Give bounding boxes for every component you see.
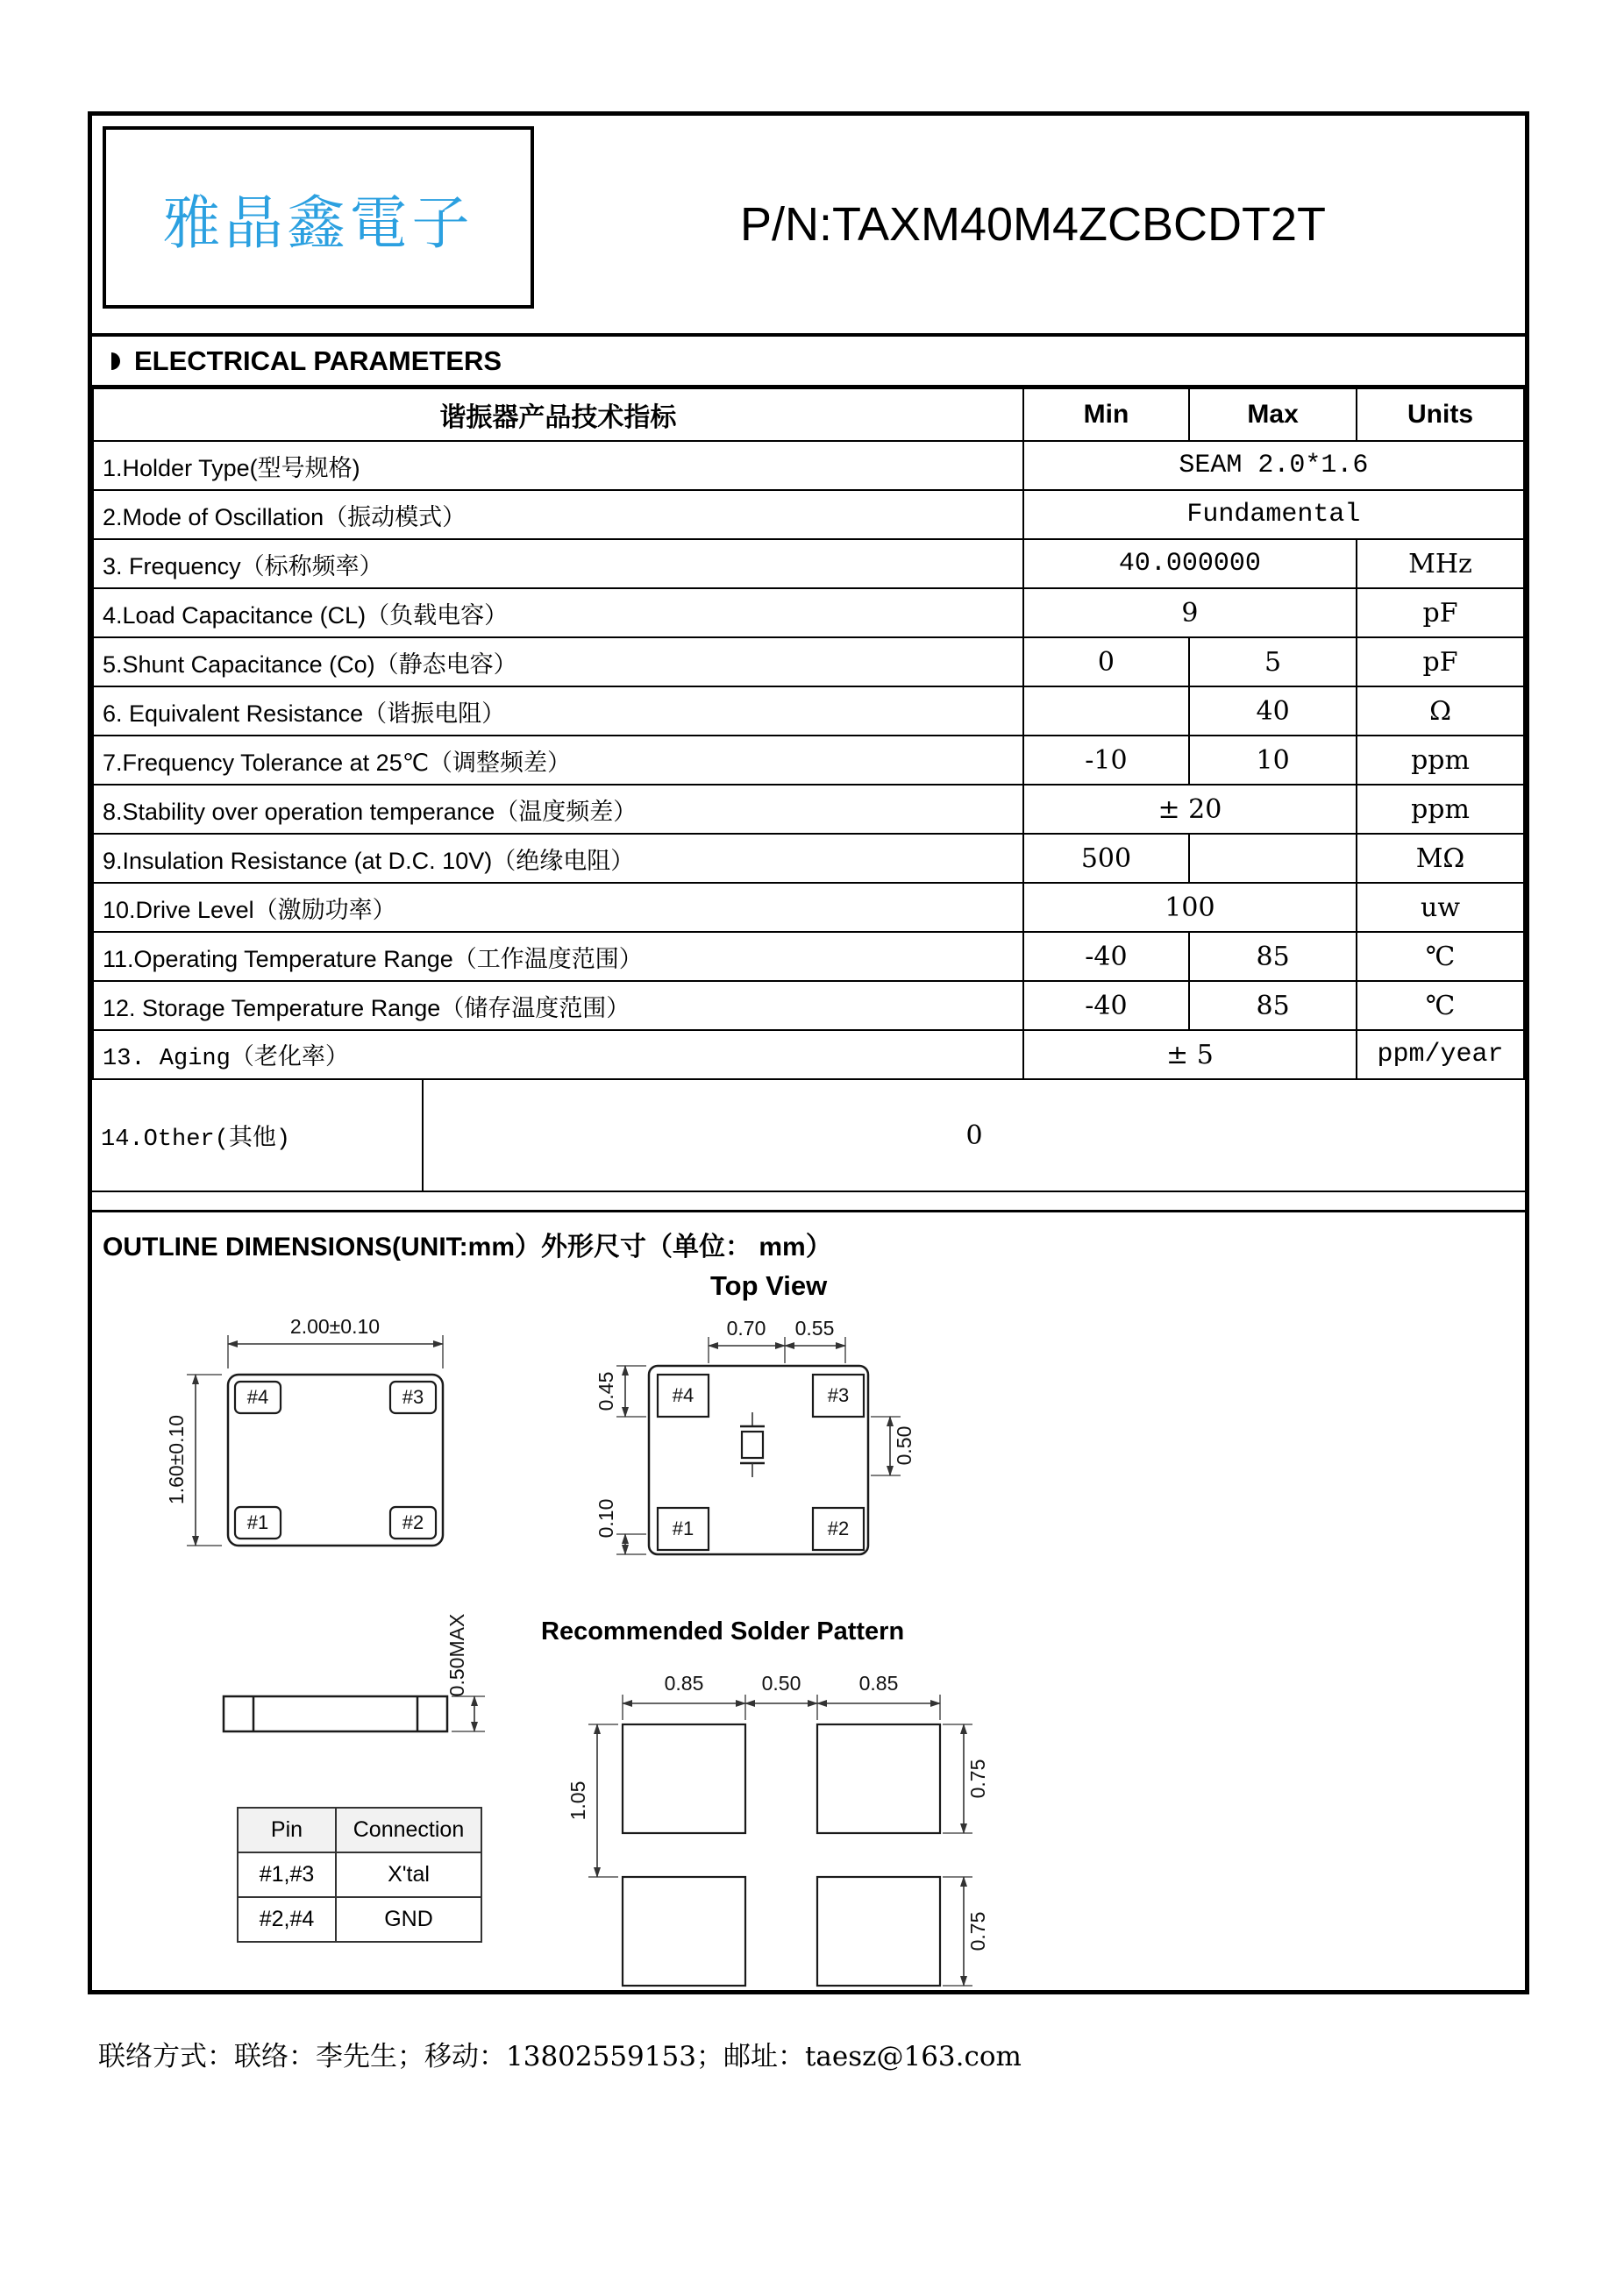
param-cell: 12. Storage Temperature Range（储存温度范围） [93,981,1023,1030]
contact-info: 联络方式：联络：李先生；移动：13802559153；邮址：taesz@163.com [98,2041,1022,2072]
table-row [93,1030,1524,1079]
dim-package-width: 2.00±0.10 [289,1315,381,1338]
pin-cell: #2,#4 [238,1897,336,1942]
electrical-parameters-table [92,387,1525,1080]
section-gap [92,1192,1525,1210]
max-cell: 85 [1189,932,1357,981]
table-row [93,686,1524,736]
min-cell [1023,686,1189,736]
dim-land-left-b: 0.10 [595,1498,617,1539]
pin-table-row [238,1852,481,1897]
max-cell: 5 [1189,637,1357,686]
min-cell: -10 [1023,736,1189,785]
pin-cell: #1,#3 [238,1852,336,1897]
value-cell: Fundamental [1023,490,1524,539]
land-pattern-drawing [595,1317,915,1554]
dim-solder-b: 0.50 [761,1672,801,1695]
dim-solder-a: 0.85 [664,1672,704,1695]
pad-label: #1 [246,1511,269,1533]
table-row [93,981,1524,1030]
value-cell: ± 5 [1023,1030,1357,1079]
units-cell: ppm/year [1357,1030,1524,1079]
value-cell: ± 20 [1023,785,1357,834]
param-cell: 7.Frequency Tolerance at 25℃（调整频差） [93,736,1023,785]
outline-dimensions-section [92,1210,1525,1990]
solder-pattern-label: Recommended Solder Pattern [541,1617,905,1646]
table-row [93,834,1524,883]
pad-label: #2 [827,1517,850,1539]
table-row [93,883,1524,932]
dim-land-left-a: 0.45 [595,1371,617,1411]
param-cell: 11.Operating Temperature Range（工作温度范围） [93,932,1023,981]
pad-label: #2 [402,1511,424,1533]
units-cell: ppm [1357,736,1524,785]
units-cell: MHz [1357,539,1524,588]
column-header-param: 谐振器产品技术指标 [93,388,1023,441]
max-cell: 10 [1189,736,1357,785]
table-row [93,637,1524,686]
electrical-section-title: ELECTRICAL PARAMETERS [134,345,502,376]
document-header [92,116,1525,337]
dim-solder-right-top: 0.75 [966,1759,989,1799]
table-row [93,932,1524,981]
bullet-icon [106,351,124,372]
dim-solder-c: 0.85 [858,1672,899,1695]
table-row [93,490,1524,539]
param-cell: 13. Aging（老化率） [93,1030,1023,1079]
param-cell: 14.Other(其他) [92,1080,424,1191]
max-cell: 85 [1189,981,1357,1030]
max-cell: 40 [1189,686,1357,736]
pin-column-header: Pin [238,1808,336,1852]
value-cell: 9 [1023,588,1357,637]
param-cell: 9.Insulation Resistance (at D.C. 10V)（绝缘电阻） [93,834,1023,883]
company-logo-box [103,126,534,309]
connection-column-header: Connection [336,1808,481,1852]
side-body [224,1696,447,1731]
units-cell: pF [1357,637,1524,686]
table-row [93,588,1524,637]
pad-label: #4 [246,1385,269,1408]
min-cell: -40 [1023,932,1189,981]
value-cell: 100 [1023,883,1357,932]
column-header-max: Max [1189,388,1357,441]
value-cell: 0 [965,1120,983,1151]
part-number: P/N:TAXM40M4ZCBCDT2T [739,198,1327,251]
units-cell: pF [1357,588,1524,637]
table-header-row [93,388,1524,441]
pad-label: #4 [672,1383,694,1406]
param-cell: 10.Drive Level（激励功率） [93,883,1023,932]
pin-table-row [238,1897,481,1942]
units-cell: uw [1357,883,1524,932]
min-cell: -40 [1023,981,1189,1030]
table-row [93,539,1524,588]
dim-land-right: 0.50 [893,1425,915,1466]
max-cell [1189,834,1357,883]
units-cell: ℃ [1357,932,1524,981]
units-cell: ppm [1357,785,1524,834]
solder-pattern-drawing [566,1672,989,1986]
param-cell: 6. Equivalent Resistance（谐振电阻） [93,686,1023,736]
pad-label: #1 [672,1517,694,1539]
connection-cell: X'tal [336,1852,481,1897]
table-row [93,441,1524,490]
dim-solder-right-bottom: 0.75 [966,1911,989,1951]
units-cell: MΩ [1357,834,1524,883]
package-top-view-drawing [165,1315,443,1546]
min-cell: 500 [1023,834,1189,883]
outline-section-title: OUTLINE DIMENSIONS(UNIT:mm）外形尺寸（单位： mm） [103,1233,832,1262]
datasheet-document [88,111,1529,1994]
param-cell: 5.Shunt Capacitance (Co)（静态电容） [93,637,1023,686]
dim-land-top-b: 0.55 [794,1317,835,1340]
units-cell: ℃ [1357,981,1524,1030]
top-view-label: Top View [710,1270,828,1301]
value-cell: SEAM 2.0*1.6 [1023,441,1524,490]
param-cell: 8.Stability over operation temperance（温度频差） [93,785,1023,834]
pad-label: #3 [402,1385,424,1408]
other-row [92,1080,1525,1192]
table-row [93,785,1524,834]
value-cell: 40.000000 [1023,539,1357,588]
dim-solder-left: 1.05 [566,1781,589,1821]
side-view-drawing [224,1614,485,1731]
param-cell: 3. Frequency（标称频率） [93,539,1023,588]
pad-label: #3 [827,1383,850,1406]
dim-package-height: 1.60±0.10 [165,1414,188,1505]
pin-connection-table [237,1807,482,1943]
units-cell: Ω [1357,686,1524,736]
param-cell: 1.Holder Type(型号规格) [93,441,1023,490]
dim-land-top-a: 0.70 [726,1317,766,1340]
dim-package-thickness: 0.50MAX [445,1613,468,1697]
column-header-units: Units [1357,388,1524,441]
table-row [93,736,1524,785]
company-logo-text: 雅晶鑫電子 [162,188,474,257]
electrical-section-bar [92,337,1525,387]
param-cell: 4.Load Capacitance (CL)（负载电容） [93,588,1023,637]
column-header-min: Min [1023,388,1189,441]
min-cell: 0 [1023,637,1189,686]
pin-table-header-row [238,1808,481,1852]
crystal-symbol-icon [740,1412,765,1477]
param-cell: 2.Mode of Oscillation（振动模式） [93,490,1023,539]
connection-cell: GND [336,1897,481,1942]
